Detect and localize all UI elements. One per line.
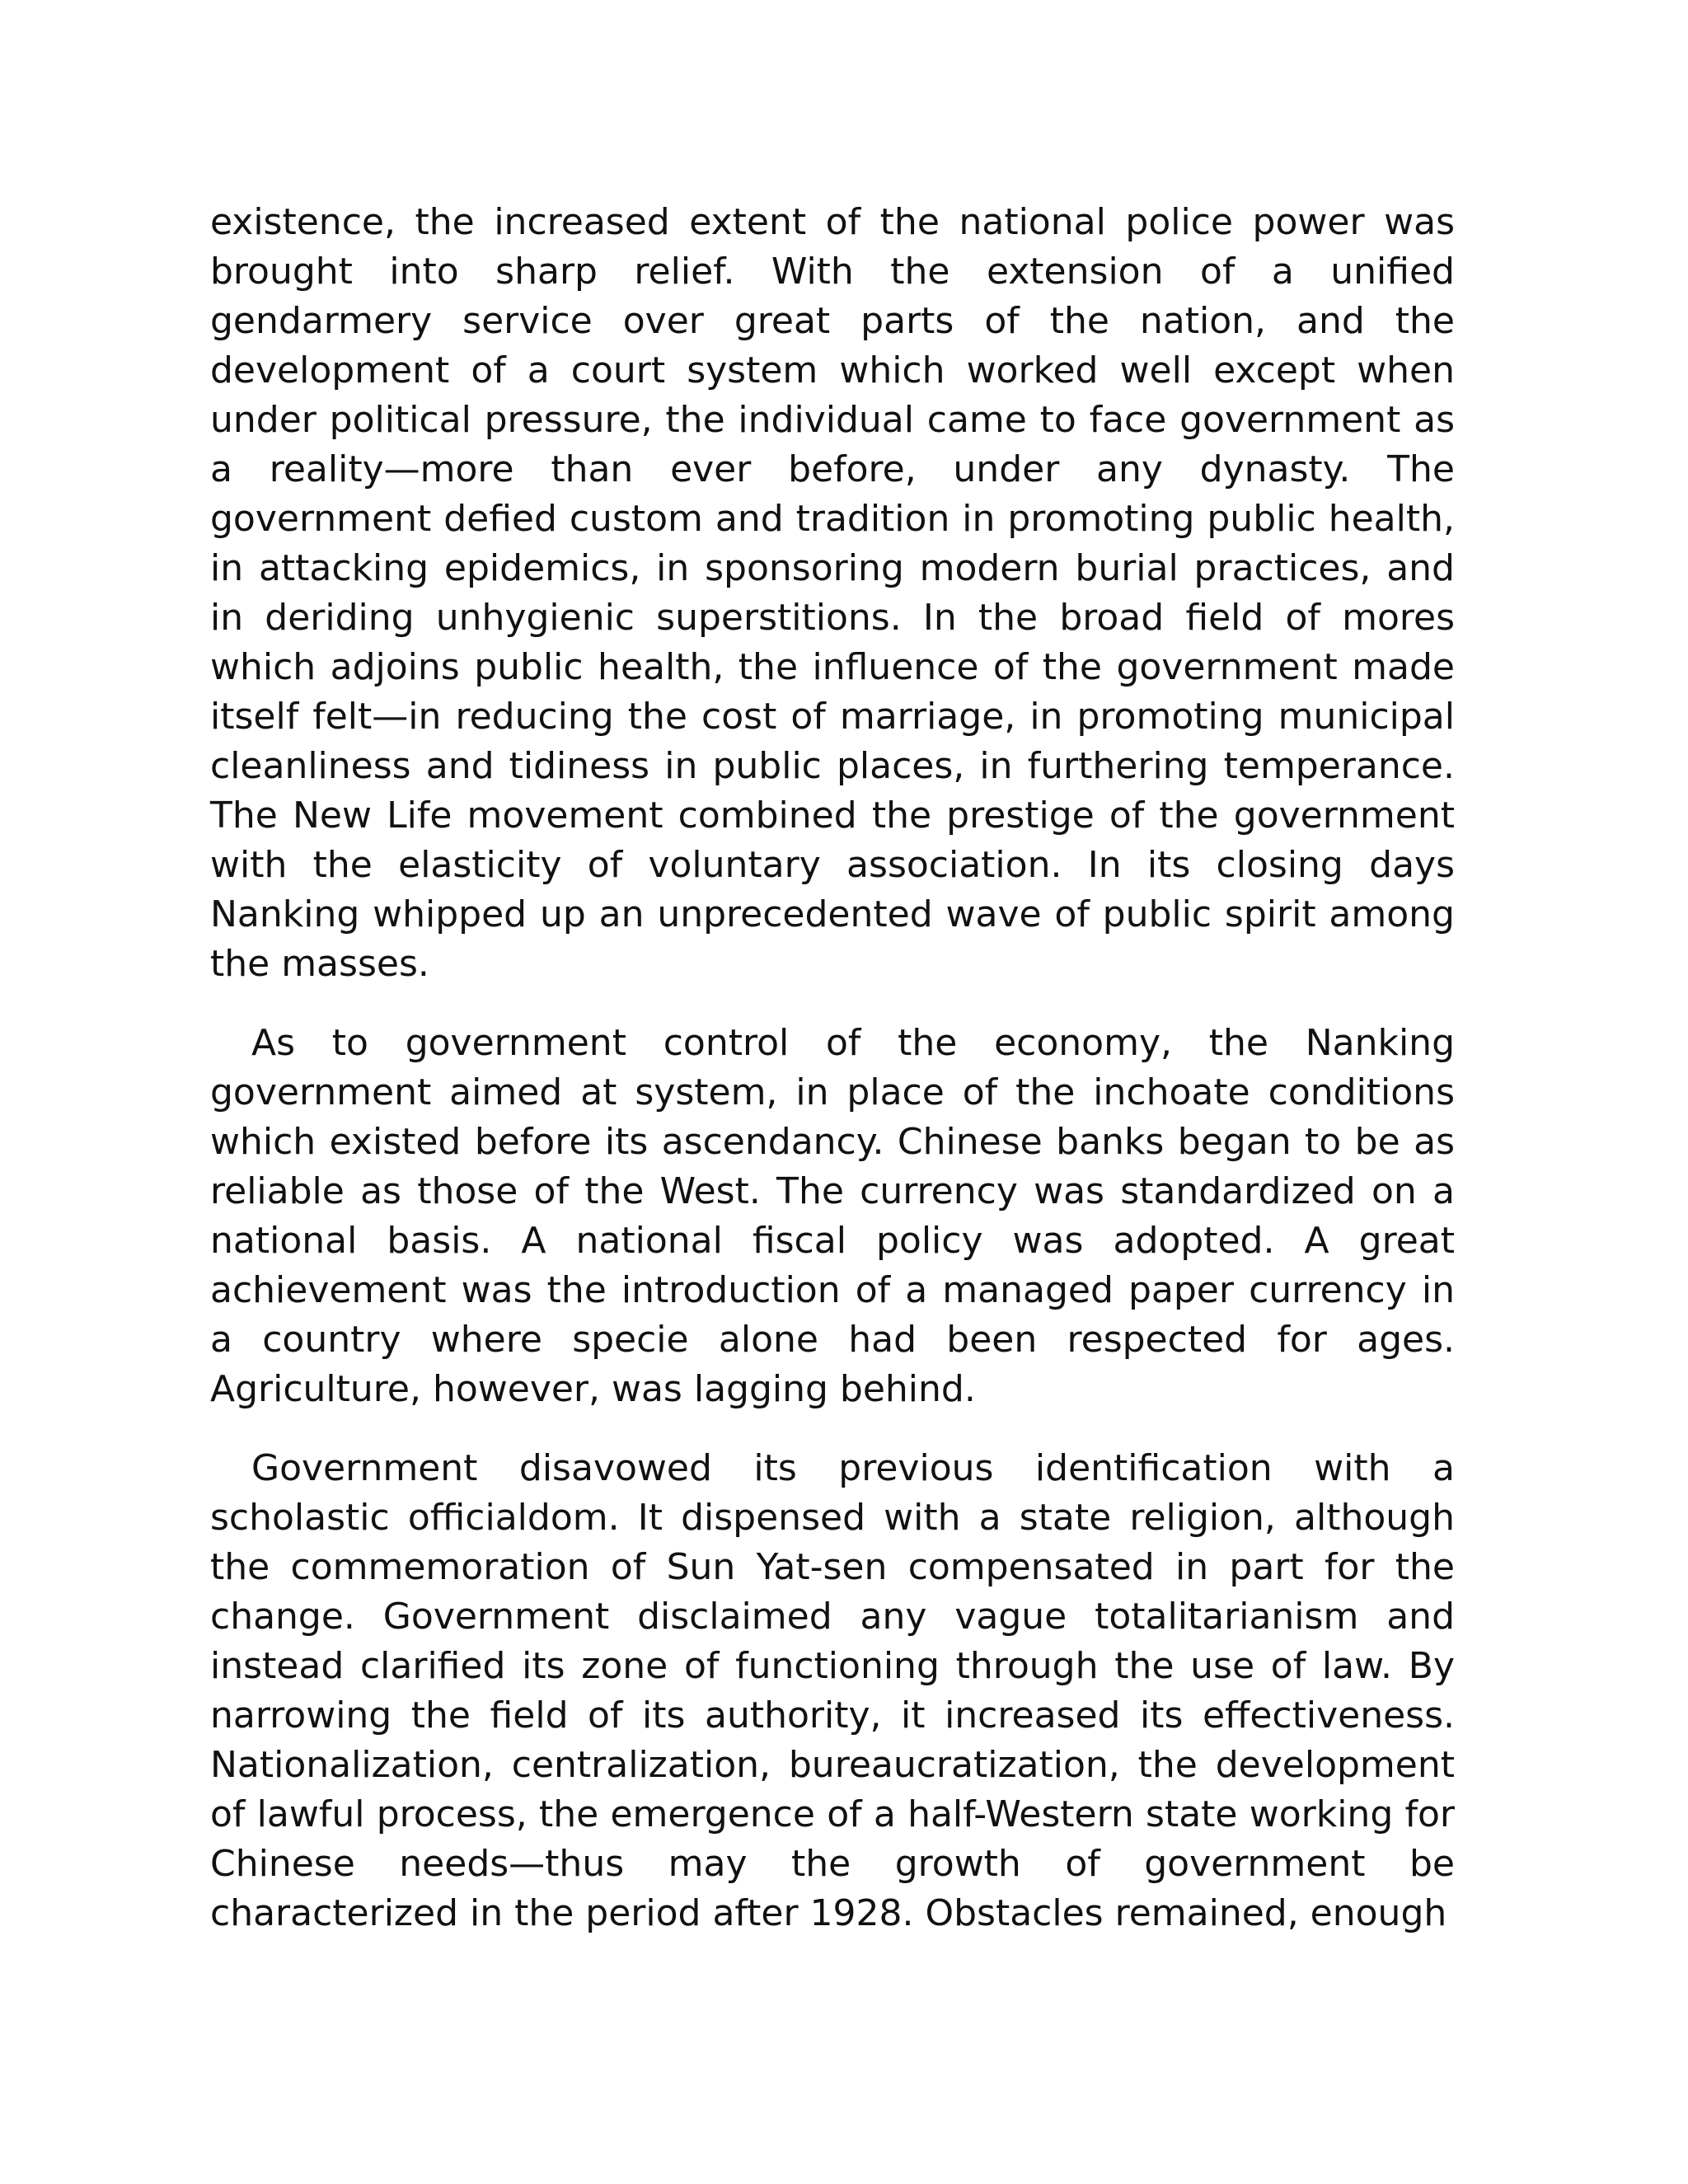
body-text [210, 198, 1455, 1938]
paragraph-2: As to government control of the economy, the Nanking government aimed at system, in place of the inchoate conditions which existed before its ascendancy. Chinese banks began to be as reliable as those of the West. The currency was standardized on a national basis. A national fiscal policy was adopted. A great achievement was the introduction of a managed paper currency in a country where specie alone had been respected for ages. Agriculture, however, was lagging behind. [210, 1022, 1455, 1410]
paragraph-1: existence, the increased extent of the national police power was brought into sharp relief. With the extension of a unified gendarmery service over great parts of the nation, and the development of a court system which worked well except when under political pressure, the individual came to face government as a reality—more than ever before, under any dynasty. The government defied custom and tradition in promoting public health, in attacking epidemics, in sponsoring modern burial practices, and in deriding unhygienic superstitions. In the broad field of mores which adjoins public health, the influence of the government made itself felt—in reducing the cost of marriage, in promoting municipal cleanliness and tidiness in public places, in furthering temperance. The New Life movement combined the prestige of the government with the elasticity of voluntary association. In its closing days Nanking whipped up an unprecedented wave of public spirit among the masses. [210, 201, 1455, 985]
paragraph-3: Government disavowed its previous identification with a scholastic officialdom. It dispensed with a state religion, although the commemoration of Sun Yat-sen compensated in part for the change. Government disclaimed any vague totalitarianism and instead clarified its zone of functioning through the use of law. By narrowing the field of its authority, it increased its effectiveness. Nationalization, centralization, bureaucratization, the development of lawful process, the emergence of a half-Western state working for Chinese needs—thus may the growth of government be characterized in the period after 1928. Obstacles remained, enough [210, 1447, 1455, 1934]
